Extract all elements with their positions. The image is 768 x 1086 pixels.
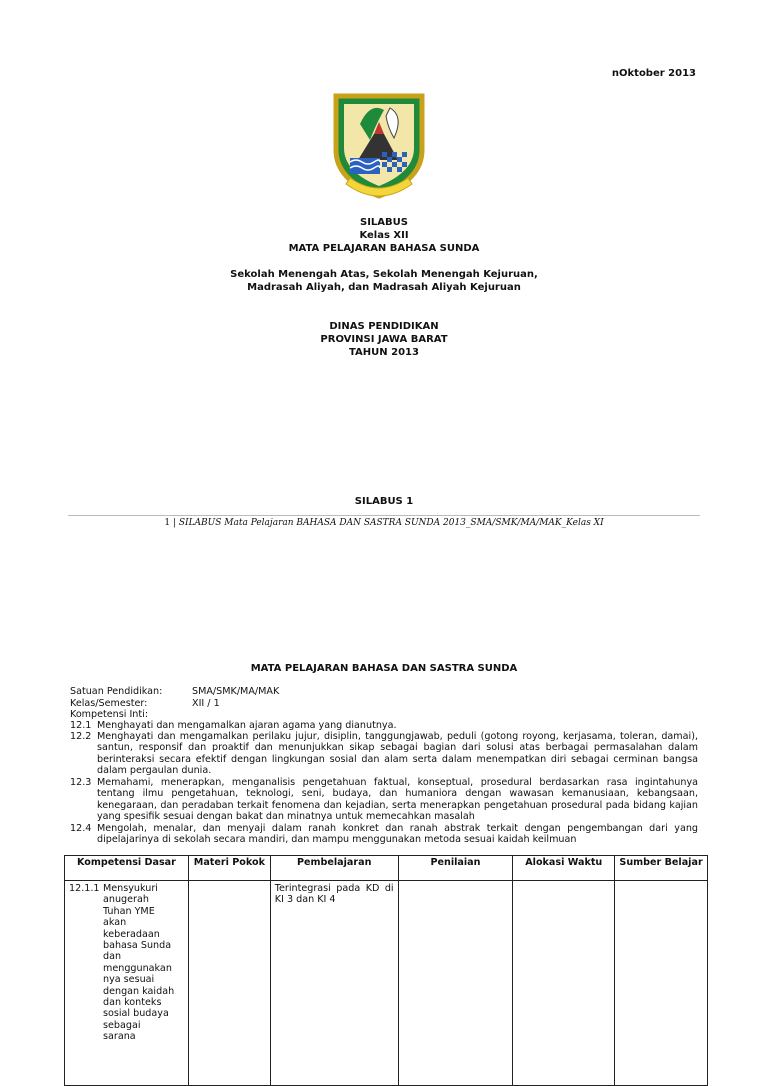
cell-kompetensi-dasar xyxy=(65,881,189,1086)
cell-materi-pokok xyxy=(188,881,270,1086)
ki-item xyxy=(70,823,698,846)
ki-number: 12.1 xyxy=(70,720,92,731)
section-label: SILABUS 1 xyxy=(354,496,414,507)
page2-heading: MATA PELAJARAN BAHASA DAN SASTRA SUNDA xyxy=(250,663,518,674)
kd-text: Mensyukuri anugerah Tuhan YME akan keberadaan bahasa Sunda dan menggunakan nya sesuai dengan kaidah dan konteks sosial budaya sebagai sarana xyxy=(103,883,175,1043)
field-value: SMA/SMK/MA/MAK xyxy=(192,686,280,697)
page-number: 1 xyxy=(164,518,171,528)
ki-item xyxy=(70,777,698,823)
silabus-table xyxy=(64,855,708,1086)
cell-penilaian xyxy=(398,881,513,1086)
cover-issuer-block xyxy=(0,320,768,359)
issuer-line: DINAS PENDIDIKAN xyxy=(329,321,439,332)
ki-text: Menghayati dan mengamalkan ajaran agama yang dianutnya. xyxy=(97,720,397,731)
cover-title-line: Sekolah Menengah Atas, Sekolah Menengah Kejuruan, xyxy=(230,269,538,280)
cover-title-line: Kelas XII xyxy=(359,230,409,241)
ki-text: Menghayati dan mengamalkan perilaku jujur, disiplin, tanggungjawab, peduli (gotong royong, kerjasama, toleran, damai), santun, responsif dan proaktif dan menunjukkan sikap sebagai bagian dari solusi atas berbagai permasalahan dalam berinteraksi secara efektif dengan lingkungan sosial dan alam serta dalam menempatkan diri sebagai cerminan bangsa dalam pergaulan dunia. xyxy=(97,731,698,777)
field-label: Kelas/Semester: xyxy=(70,698,148,709)
cell-sumber-belajar xyxy=(615,881,708,1086)
field-kelas-semester xyxy=(70,698,220,709)
footer-divider xyxy=(68,515,700,516)
col-header-sumber-belajar: Sumber Belajar xyxy=(615,856,708,881)
ki-text: Memahami, menerapkan, menganalisis pengetahuan faktual, konseptual, prosedural berdasarkan rasa ingintahunya tentang ilmu pengetahuan, teknologi, seni, budaya, dan humaniora dengan wawasan kemanusiaan, kebangsaan, kenegaraan, dan peradaban terkait fenomena dan kejadian, serta menerapkan pengetahuan prosedural pada bidang kajian yang spesifik sesuai dengan bakat dan minatnya untuk memecahkan masalah xyxy=(97,777,698,823)
col-header-kompetensi-dasar: Kompetensi Dasar xyxy=(65,856,189,881)
page-footer xyxy=(0,518,768,528)
issuer-line: TAHUN 2013 xyxy=(349,347,419,358)
field-label: Satuan Pendidikan: xyxy=(70,686,163,697)
col-header-materi-pokok: Materi Pokok xyxy=(188,856,270,881)
cell-pembelajaran: Terintegrasi pada KD di KI 3 dan KI 4 xyxy=(270,881,398,1086)
field-value: XII / 1 xyxy=(192,698,220,709)
col-header-pembelajaran: Pembelajaran xyxy=(270,856,398,881)
col-header-penilaian: Penilaian xyxy=(398,856,513,881)
ki-number: 12.4 xyxy=(70,823,92,834)
table-header-row xyxy=(65,856,708,881)
cover-title-line: MATA PELAJARAN BAHASA SUNDA xyxy=(288,243,480,254)
col-header-alokasi-waktu: Alokasi Waktu xyxy=(513,856,615,881)
ki-number: 12.3 xyxy=(70,777,92,788)
cell-alokasi-waktu xyxy=(513,881,615,1086)
cover-date: nOktober 2013 xyxy=(611,68,696,79)
issuer-line: PROVINSI JAWA BARAT xyxy=(320,334,448,345)
cover-title-line: Madrasah Aliyah, dan Madrasah Aliyah Kejuruan xyxy=(247,282,521,293)
kd-number: 12.1.1 xyxy=(69,883,100,894)
ki-item xyxy=(70,731,698,777)
cover-title-block xyxy=(0,216,768,294)
ki-item xyxy=(70,720,698,731)
footer-text: | SILABUS Mata Pelajaran BAHASA DAN SASTRA SUNDA 2013_SMA/SMK/MA/MAK_Kelas XI xyxy=(172,518,604,528)
table-row xyxy=(65,881,708,1086)
cover-title-line: SILABUS xyxy=(360,217,408,228)
field-satuan-pendidikan xyxy=(70,686,279,697)
ki-text: Mengolah, menalar, dan menyaji dalam ranah konkret dan ranah abstrak terkait dengan pengembangan dari yang dipelajarinya di sekolah secara mandiri, dan mampu menggunakan metoda sesuai kaidah keilmuan xyxy=(97,823,698,846)
ki-label: Kompetensi Inti: xyxy=(70,709,149,720)
west-java-emblem-logo xyxy=(330,90,428,204)
ki-number: 12.2 xyxy=(70,731,92,742)
